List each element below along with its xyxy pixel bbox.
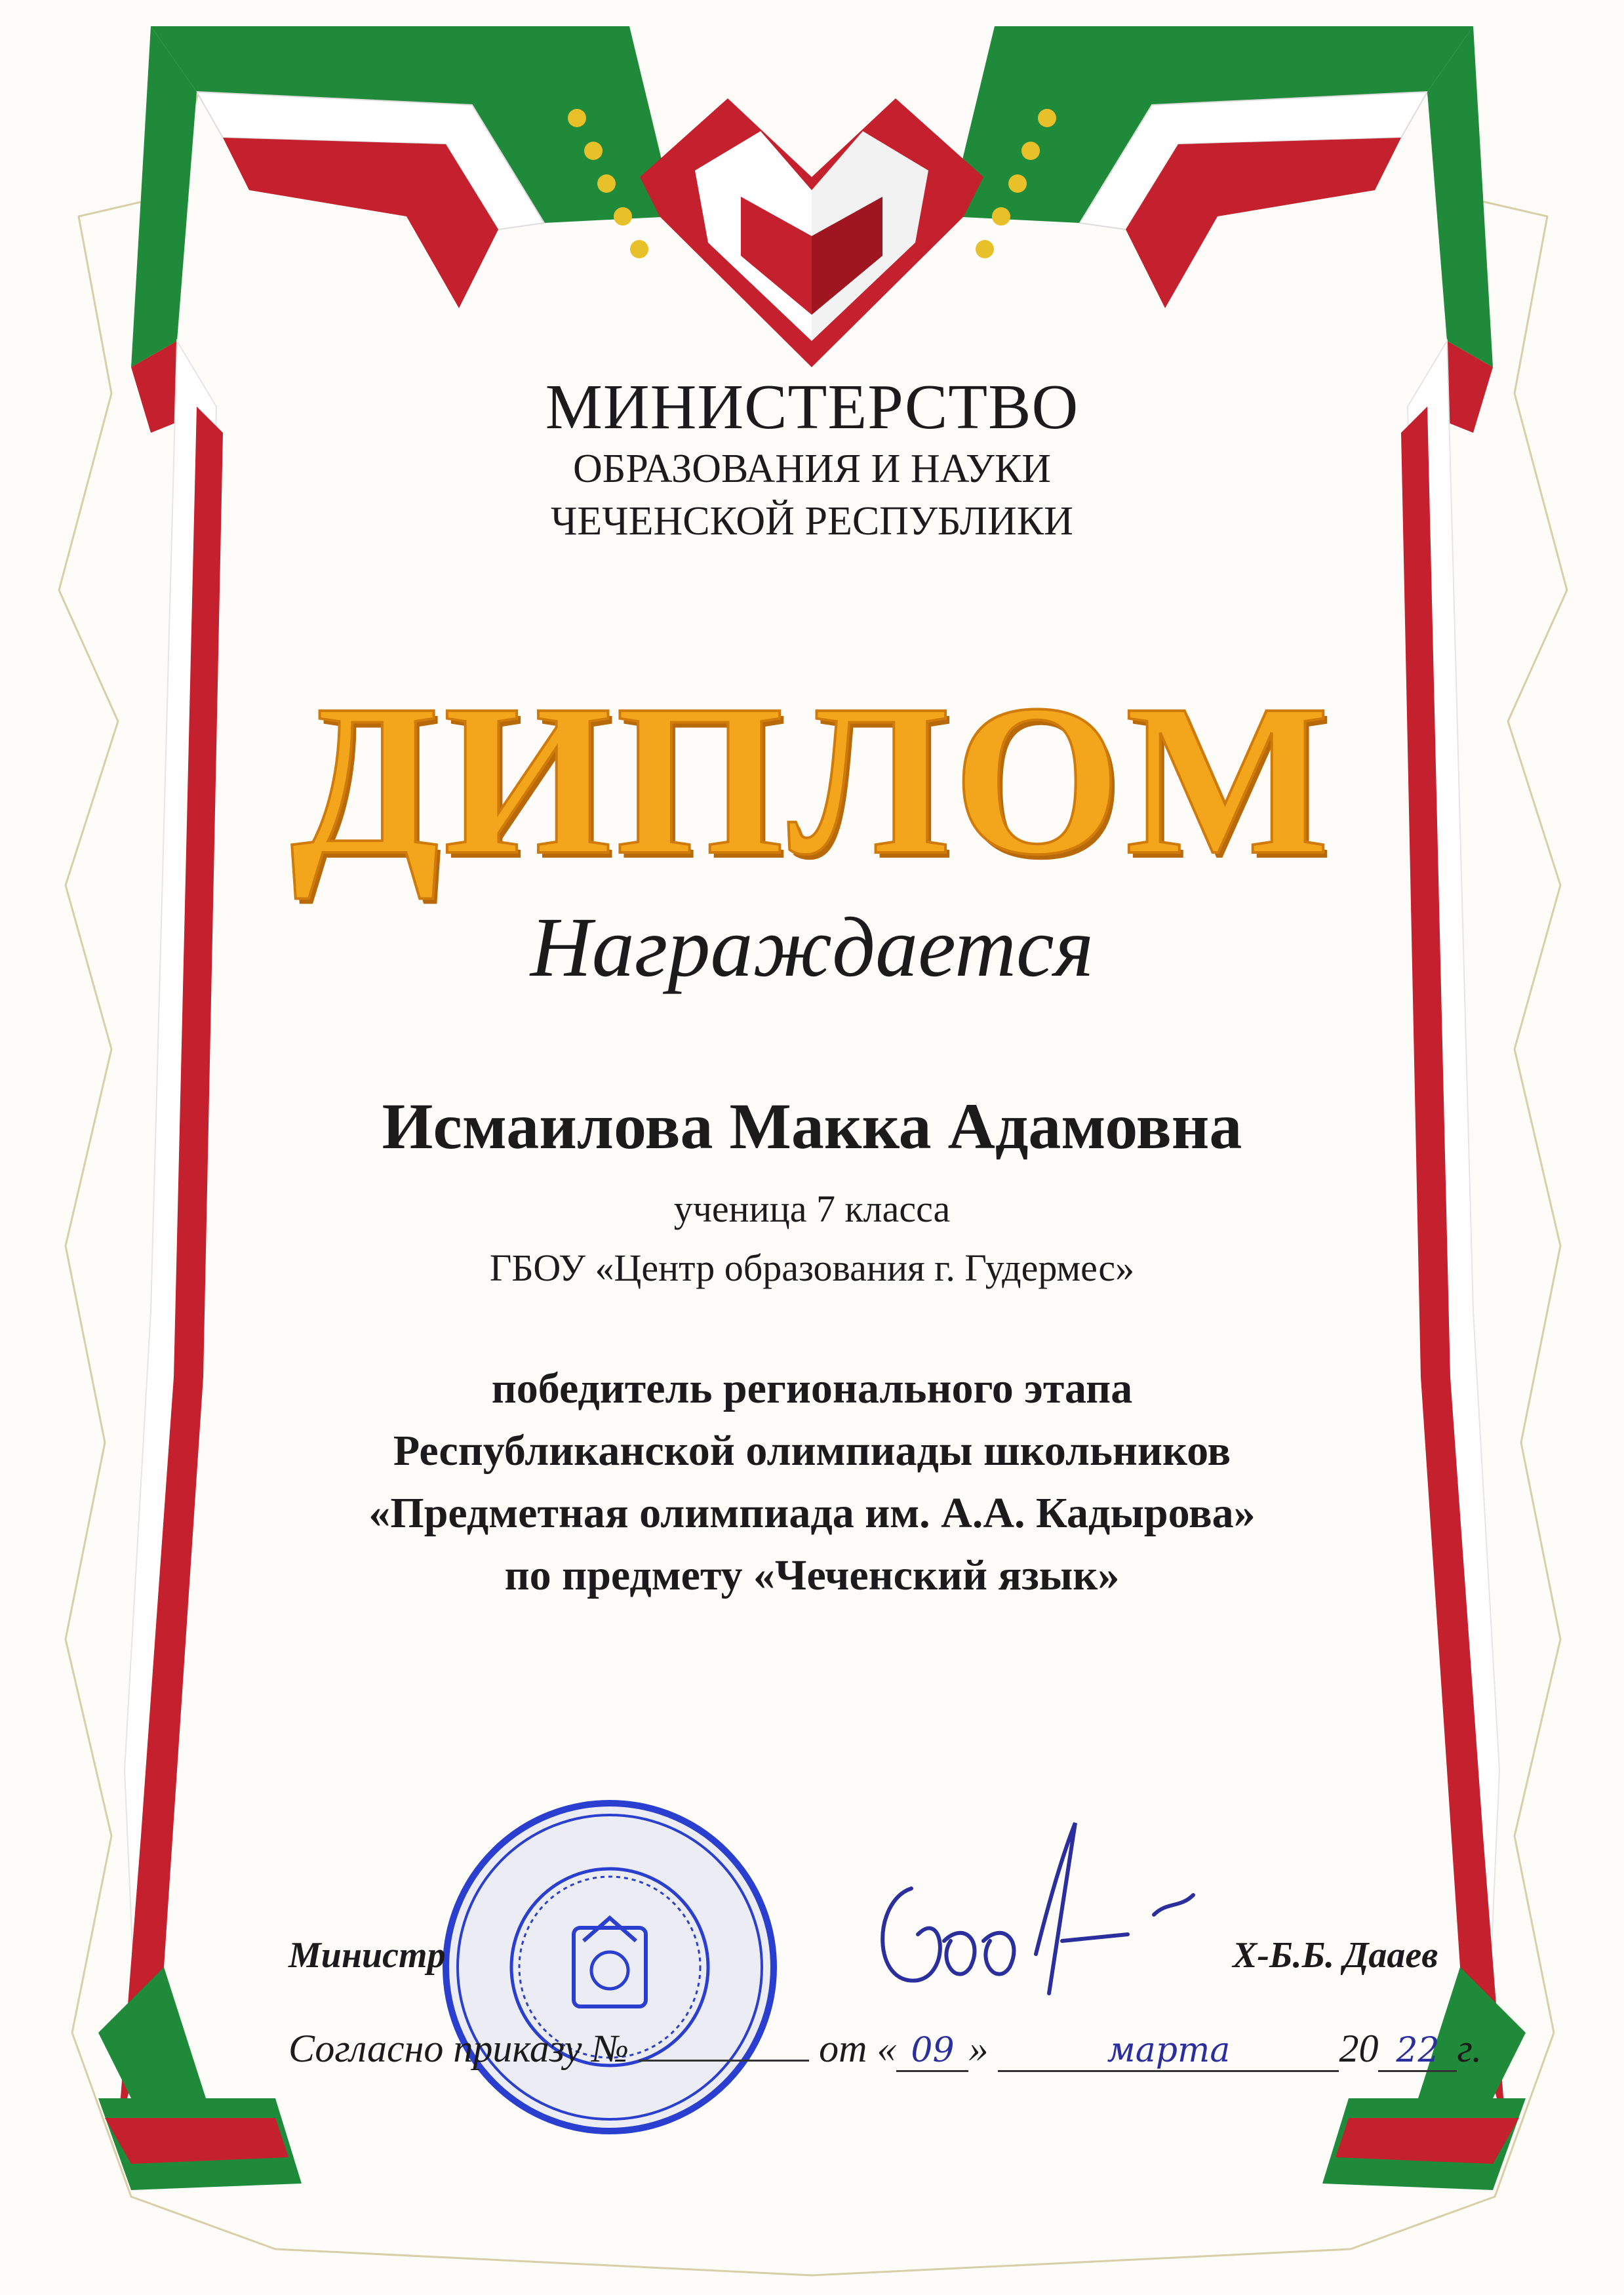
ministry-name-line2: ОБРАЗОВАНИЯ И НАУКИ — [572, 447, 1051, 491]
order-number — [639, 2060, 809, 2062]
order-month: марта — [998, 2031, 1339, 2072]
order-year-prefix: 20 — [1339, 2027, 1379, 2070]
recipient-school: ГБОУ «Центр образования г. Гудермес» — [489, 1247, 1135, 1289]
order-day: 09 — [896, 2031, 968, 2072]
ministry-emblem — [640, 98, 983, 367]
order-suffix: г. — [1457, 2027, 1482, 2070]
ministry-name-line3: ЧЕЧЕНСКОЙ РЕСПУБЛИКИ — [551, 499, 1073, 544]
recipient-grade: ученица 7 класса — [673, 1187, 951, 1230]
order-prefix: Согласно приказу № — [288, 2027, 629, 2070]
achievement-line: Республиканской олимпиады школьников — [393, 1427, 1231, 1475]
ministry-name-line1: МИНИСТЕРСТВО — [545, 372, 1079, 443]
diploma-title: ДИПЛОМ — [290, 660, 1334, 900]
awarded-label: Награждается — [530, 900, 1094, 995]
order-mid: » — [968, 2027, 989, 2070]
achievement-line: по предмету «Чеченский язык» — [504, 1551, 1120, 1599]
official-stamp — [446, 1803, 774, 2131]
order-year: 22 — [1378, 2031, 1457, 2072]
achievement-line: победитель регионального этапа — [491, 1365, 1133, 1412]
signer-name: Х-Б.Б. Дааев — [1233, 1935, 1438, 1976]
order-from: от « — [819, 2027, 897, 2070]
signer-role: Министр — [288, 1935, 446, 1976]
signature — [882, 1823, 1193, 1993]
achievement-line: «Предметная олимпиада им. А.А. Кадырова» — [368, 1489, 1256, 1537]
order-reference — [288, 2026, 1482, 2072]
recipient-name: Исмаилова Макка Адамовна — [382, 1090, 1242, 1163]
